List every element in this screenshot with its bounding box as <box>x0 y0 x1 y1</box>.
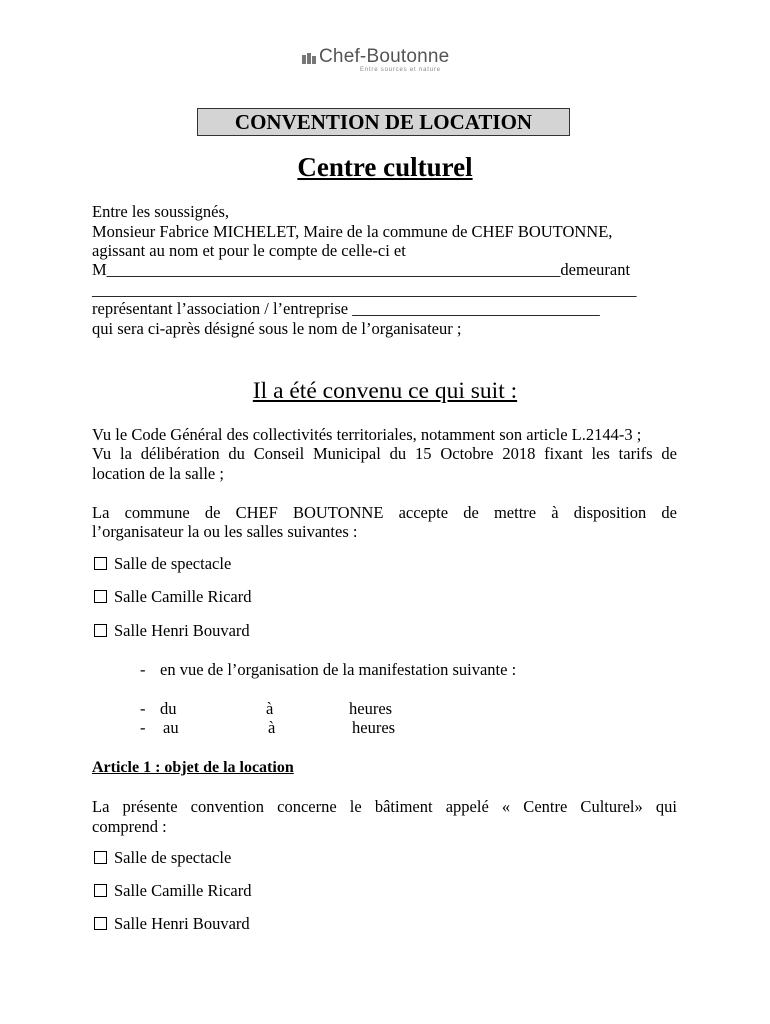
logo <box>302 46 472 78</box>
logo-tagline: Entre sources et nature <box>360 67 441 73</box>
date-to-label: au <box>163 718 179 737</box>
checkbox-icon[interactable] <box>94 557 107 570</box>
date-from-hours: heures <box>349 699 393 718</box>
date-to-at: à <box>268 718 276 737</box>
parties-line-7: qui sera ci-après désigné sous le nom de l’organisateur ; <box>92 319 462 338</box>
room-label: Salle Henri Bouvard <box>114 621 250 640</box>
room-label: Salle Camille Ricard <box>114 587 252 606</box>
parties-line-3: agissant au nom et pour le compte de celle-ci et <box>92 241 406 260</box>
parties-line-4 <box>92 260 630 280</box>
consideration-line-1: Vu le Code Général des collectivités territoriales, notamment son article L.2144-3 ; <box>92 425 642 444</box>
room-checkbox-item[interactable] <box>94 621 250 641</box>
room-checkbox-item[interactable] <box>94 848 231 868</box>
room-checkbox-item[interactable] <box>94 554 231 574</box>
room-label: Salle de spectacle <box>114 554 232 573</box>
date-to-dash: - <box>140 718 146 737</box>
address-blank: __________________________________________________________________ <box>92 280 637 299</box>
event-purpose: en vue de l’organisation de la manifestation suivante : <box>160 660 517 679</box>
commune-line-2: l’organisateur la ou les salles suivantes : <box>92 522 358 541</box>
organizer-prefix: M <box>92 260 107 279</box>
article-1-line-2: comprend : <box>92 817 167 836</box>
checkbox-icon[interactable] <box>94 590 107 603</box>
consideration-line-3: location de la salle ; <box>92 464 224 483</box>
commune-line-1: La commune de CHEF BOUTONNE accepte de mettre à disposition de <box>92 503 677 522</box>
room-label: Salle Camille Ricard <box>114 881 252 900</box>
association-blank: ______________________________ <box>352 299 600 318</box>
checkbox-icon[interactable] <box>94 851 107 864</box>
logo-name: Chef-Boutonne <box>319 46 450 67</box>
room-label: Salle de spectacle <box>114 848 232 867</box>
checkbox-icon[interactable] <box>94 917 107 930</box>
date-from-label: du <box>160 699 177 718</box>
document-banner: CONVENTION DE LOCATION <box>197 108 570 136</box>
article-1-heading: Article 1 : objet de la location <box>92 759 294 776</box>
date-to-hours: heures <box>352 718 396 737</box>
checkbox-icon[interactable] <box>94 884 107 897</box>
room-checkbox-item[interactable] <box>94 587 251 607</box>
parties-line-6 <box>92 299 600 319</box>
organizer-residence-label: demeurant <box>560 260 631 279</box>
association-label: représentant l’association / l’entreprise <box>92 299 349 318</box>
document-title: Centre culturel <box>297 152 473 182</box>
room-checkbox-item[interactable] <box>94 914 250 934</box>
room-checkbox-item[interactable] <box>94 881 251 901</box>
room-label: Salle Henri Bouvard <box>114 914 250 933</box>
logo-mark-icon <box>302 52 316 66</box>
agreed-heading: Il a été convenu ce qui suit : <box>252 378 518 404</box>
date-from-dash: - <box>140 699 146 718</box>
event-bullet-dash: - <box>140 660 146 679</box>
article-1-line-1: La présente convention concerne le bâtiment appelé « Centre Culturel» qui <box>92 797 677 816</box>
parties-line-2: Monsieur Fabrice MICHELET, Maire de la commune de CHEF BOUTONNE, <box>92 222 613 241</box>
parties-line-1: Entre les soussignés, <box>92 202 230 221</box>
checkbox-icon[interactable] <box>94 624 107 637</box>
organizer-name-blank: _______________________________________________________ <box>106 260 561 279</box>
consideration-line-2: Vu la délibération du Conseil Municipal du 15 Octobre 2018 fixant les tarifs de <box>92 444 677 463</box>
date-from-at: à <box>266 699 274 718</box>
